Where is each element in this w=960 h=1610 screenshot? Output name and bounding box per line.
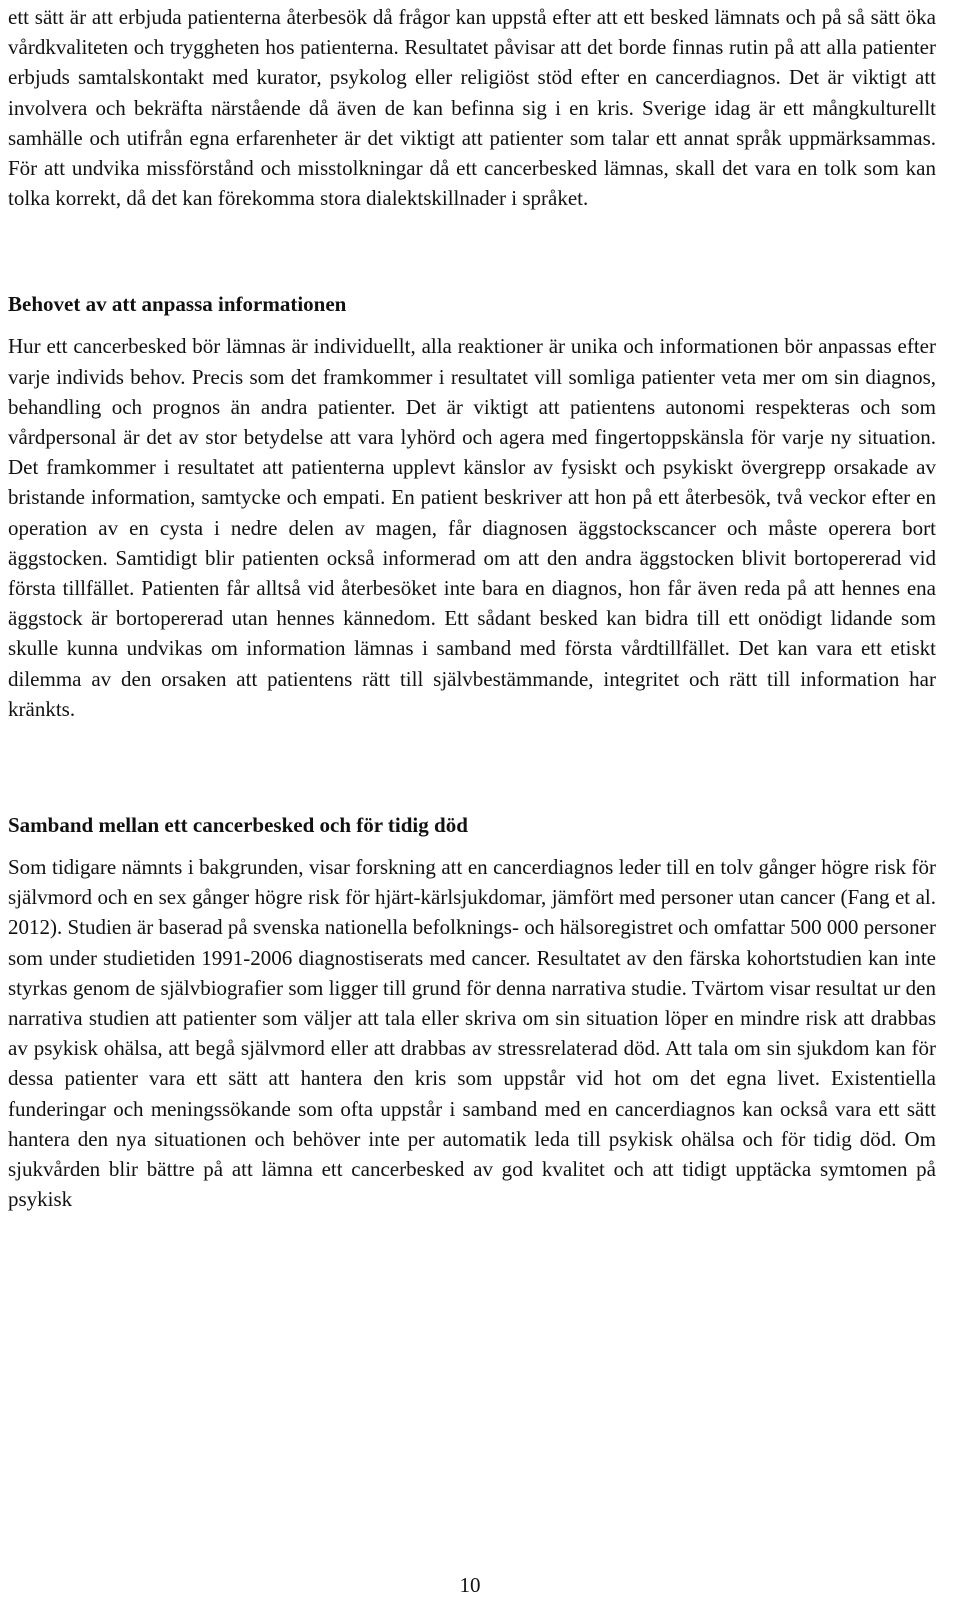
section-heading-samband: Samband mellan ett cancerbesked och för tidig död bbox=[8, 813, 468, 838]
section-paragraph-samband: Som tidigare nämnts i bakgrunden, visar forskning att en cancerdiagnos leder till en tolv gånger högre risk för självmord och en sex gånger högre risk för hjärt-kärlsjukdomar, jämfört med personer utan cancer (Fang et al. 2012). Studien är baserad på svenska nationella befolknings- och hälsoregistret och omfattar 500 000 personer som under studietiden 1991-2006 diagnostiserats med cancer. Resultatet av den färska kohortstudien kan inte styrkas genom de självbiografier som ligger till grund för denna narrativa studie. Tvärtom visar resultat ur den narrativa studien att patienter som väljer att tala eller skriva om sin situation löper en mindre risk att drabbas av psykisk ohälsa, att begå självmord eller att drabbas av stressrelaterad död. Att tala om sin sjukdom kan för dessa patienter vara ett sätt att hantera den kris som uppstår vid hot om det egna livet. Existentiella funderingar och meningssökande som ofta uppstår i samband med en cancerdiagnos kan också vara ett sätt hantera den nya situationen och behöver inte per automatik leda till psykisk ohälsa och för tidig död. Om sjukvården blir bättre på att lämna ett cancerbesked av god kvalitet och att tidigt upptäcka symtomen på psykisk bbox=[8, 855, 936, 1212]
section-heading-behovet: Behovet av att anpassa informationen bbox=[8, 292, 347, 317]
section-paragraph-behovet: Hur ett cancerbesked bör lämnas är individuellt, alla reaktioner är unika och informationen bör anpassas efter varje individs behov. Precis som det framkommer i resultatet vill somliga patienter veta mer om sin diagnos, behandling och prognos än andra patienter. Det är viktigt att patientens autonomi respekteras och som vårdpersonal är det av stor betydelse att vara lyhörd och agera med fingertoppskänsla för varje ny situation. Det framkommer i resultatet att patienterna upplevt känslor av fysiskt och psykiskt övergrepp orsakade av bristande information, samtycke och empati. En patient beskriver att hon på ett återbesök, två veckor efter en operation av en cysta i nedre delen av magen, får diagnosen äggstockscancer och måste operera bort äggstocken. Samtidigt blir patienten också informerad om att den andra äggstocken blivit bortopererad vid första tillfället. Patienten får alltså vid återbesöket inte bara en diagnos, hon får även reda på att hennes ena äggstock är bortopererad utan hennes kännedom. Ett sådant besked kan bidra till ett onödigt lidande som skulle kunna undvikas om information lämnas i samband med första vårdtillfället. Det kan vara ett etiskt dilemma av den orsaken att patientens rätt till självbestämmande, integritet och rätt till information har kränkts. bbox=[8, 334, 936, 721]
intro-paragraph: ett sätt är att erbjuda patienterna återbesök då frågor kan uppstå efter att ett besked lämnats och på så sätt öka vårdkvaliteten och tryggheten hos patienterna. Resultatet påvisar att det borde finnas rutin på att alla patienter erbjuds samtalskontakt med kurator, psykolog eller religiöst stöd efter en cancerdiagnos. Det är viktigt att involvera och bekräfta närstående då även de kan befinna sig i en kris. Sverige idag är ett mångkulturellt samhälle och utifrån egna erfarenheter är det viktigt att patienter som talar ett annat språk uppmärksammas. För att undvika missförstånd och misstolkningar då ett cancerbesked lämnas, skall det vara en tolk som kan tolka korrekt, då det kan förekomma stora dialektskillnader i språket. bbox=[8, 5, 936, 211]
document-page bbox=[8, 2, 936, 1215]
page-number: 10 bbox=[459, 1573, 481, 1597]
